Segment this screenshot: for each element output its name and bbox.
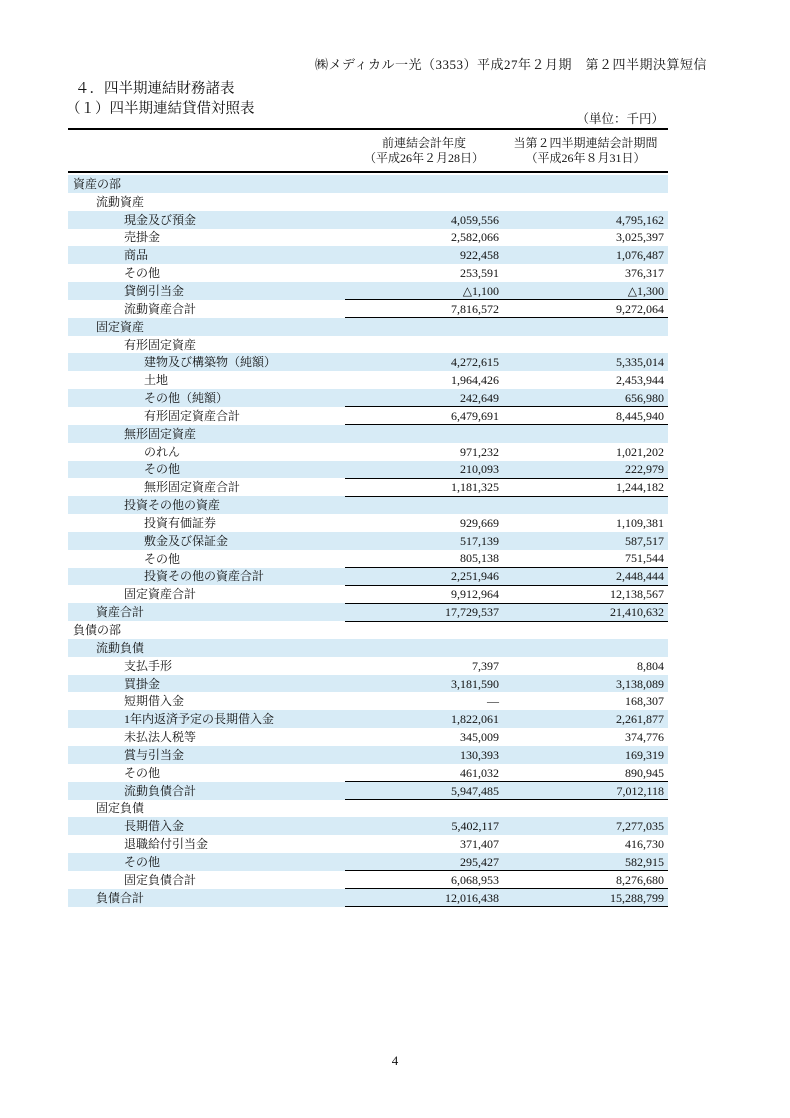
value-current-period <box>503 639 668 657</box>
table-row <box>68 800 668 818</box>
row-label: 現金及び預金 <box>124 212 197 227</box>
table-row <box>68 389 668 407</box>
row-label: その他 <box>144 551 181 566</box>
table-row <box>68 443 668 461</box>
row-label: のれん <box>144 444 181 459</box>
value-current-period <box>503 318 668 336</box>
value-current-period: 9,272,064 <box>503 300 668 318</box>
balance-sheet-body <box>68 175 668 907</box>
value-prev-period: 6,068,953 <box>345 871 503 889</box>
row-label: 固定負債合計 <box>124 872 197 887</box>
column-header-current-line1: 当第２四半期連結会計期間 <box>513 135 658 150</box>
value-prev-period: 2,251,946 <box>345 568 503 586</box>
value-prev-period: 805,138 <box>345 550 503 568</box>
table-row <box>68 336 668 354</box>
section-subtitle: （１）四半期連結貸借対照表 <box>66 101 255 117</box>
table-row <box>68 532 668 550</box>
table-row <box>68 461 668 479</box>
unit-label: （単位：千円） <box>576 112 664 126</box>
value-current-period: 168,307 <box>625 694 664 709</box>
row-label: 1年内返済予定の長期借入金 <box>124 712 275 727</box>
value-prev-period <box>345 318 503 336</box>
value-prev-period: 1,964,426 <box>451 373 499 388</box>
row-label: 流動資産 <box>96 194 145 209</box>
value-current-period: 21,410,632 <box>503 603 668 621</box>
balance-sheet-table <box>68 175 668 907</box>
row-label: その他 <box>124 266 161 281</box>
value-prev-period: 7,397 <box>472 658 499 673</box>
row-label: 資産合計 <box>96 605 145 620</box>
table-row <box>68 264 668 282</box>
table-row <box>68 675 668 693</box>
value-prev-period: 17,729,537 <box>345 603 503 621</box>
value-current-period: 8,804 <box>637 658 664 673</box>
row-label: 有形固定資産合計 <box>144 408 241 423</box>
row-label: 流動負債合計 <box>124 783 197 798</box>
table-row <box>68 603 668 621</box>
row-label: 土地 <box>144 373 169 388</box>
row-label: 流動資産合計 <box>124 301 197 316</box>
value-current-period: 7,277,035 <box>616 819 664 834</box>
table-row <box>68 817 668 835</box>
value-prev-period: 242,649 <box>345 389 503 407</box>
page-number: 4 <box>391 1053 399 1068</box>
column-header-row <box>68 128 668 173</box>
value-prev-period: 4,059,556 <box>451 212 499 227</box>
value-current-period: 1,109,381 <box>616 515 664 530</box>
row-label: 長期借入金 <box>124 819 185 834</box>
value-prev-period <box>345 175 503 193</box>
table-row <box>68 229 668 247</box>
document-header-title: ㈱メディカル一光（3353）平成27年２月期 第２四半期決算短信 <box>315 57 707 72</box>
value-current-period: 751,544 <box>503 550 668 568</box>
value-current-period <box>503 621 668 639</box>
row-label: 資産の部 <box>73 176 122 191</box>
value-prev-period <box>345 425 503 443</box>
row-label: 投資その他の資産 <box>124 498 221 513</box>
value-current-period: 1,076,487 <box>616 248 664 263</box>
row-label: 退職給付引当金 <box>124 837 209 852</box>
table-row <box>68 764 668 782</box>
value-prev-period: 6,479,691 <box>345 407 503 425</box>
row-label: 固定負債 <box>96 801 145 816</box>
row-label: 貸倒引当金 <box>124 283 185 298</box>
table-row <box>68 746 668 764</box>
table-row <box>68 728 668 746</box>
column-header-prev-period <box>345 136 503 166</box>
row-label: 投資有価証券 <box>144 515 217 530</box>
value-current-period: 376,317 <box>625 266 664 281</box>
value-current-period <box>503 425 668 443</box>
row-label: 商品 <box>124 248 149 263</box>
value-prev-period: 9,912,964 <box>345 585 503 603</box>
value-current-period <box>503 175 668 193</box>
row-label: 支払手形 <box>124 658 173 673</box>
row-label: 負債の部 <box>73 623 122 638</box>
value-current-period: 2,453,944 <box>616 373 664 388</box>
value-current-period: 12,138,567 <box>503 585 668 603</box>
table-row <box>68 692 668 710</box>
value-current-period <box>503 496 668 514</box>
value-prev-period: — <box>487 694 499 709</box>
value-current-period: 8,276,680 <box>503 871 668 889</box>
value-prev-period: 371,407 <box>460 837 499 852</box>
value-prev-period: △1,100 <box>345 282 503 300</box>
value-current-period <box>503 800 668 818</box>
table-row <box>68 853 668 871</box>
value-prev-period: 5,947,485 <box>345 782 503 800</box>
value-current-period: 416,730 <box>625 837 664 852</box>
value-current-period <box>503 336 668 354</box>
value-current-period: 587,517 <box>625 533 664 548</box>
table-row <box>68 782 668 800</box>
table-row <box>68 514 668 532</box>
table-row <box>68 246 668 264</box>
value-current-period: 169,319 <box>625 747 664 762</box>
row-label: 短期借入金 <box>124 694 185 709</box>
row-label: 賞与引当金 <box>124 747 185 762</box>
value-prev-period <box>345 621 503 639</box>
table-row <box>68 175 668 193</box>
value-prev-period: 922,458 <box>460 248 499 263</box>
value-current-period: 4,795,162 <box>616 212 664 227</box>
value-current-period: 5,335,014 <box>616 355 664 370</box>
row-label: その他 <box>144 462 181 477</box>
row-label: 無形固定資産 <box>124 426 197 441</box>
value-prev-period: 345,009 <box>460 730 499 745</box>
value-prev-period <box>345 800 503 818</box>
value-current-period: 7,012,118 <box>503 782 668 800</box>
table-row <box>68 496 668 514</box>
value-current-period: 1,021,202 <box>616 444 664 459</box>
value-current-period: 3,138,089 <box>616 676 664 691</box>
value-prev-period <box>345 639 503 657</box>
column-header-current-period <box>503 136 668 166</box>
value-prev-period: 971,232 <box>460 444 499 459</box>
value-prev-period: 253,591 <box>460 266 499 281</box>
table-row <box>68 585 668 603</box>
row-label: 買掛金 <box>124 676 161 691</box>
value-current-period: 582,915 <box>503 853 668 871</box>
balance-sheet <box>68 109 668 907</box>
value-prev-period: 295,427 <box>345 853 503 871</box>
value-prev-period: 4,272,615 <box>451 355 499 370</box>
value-prev-period: 1,181,325 <box>345 478 503 496</box>
table-row <box>68 657 668 675</box>
value-current-period: 2,261,877 <box>616 712 664 727</box>
value-prev-period: 461,032 <box>345 764 503 782</box>
row-label: その他（純額） <box>144 391 229 406</box>
row-label: 投資その他の資産合計 <box>144 569 265 584</box>
table-row <box>68 318 668 336</box>
value-prev-period <box>345 193 503 211</box>
value-current-period: 222,979 <box>503 461 668 479</box>
value-current-period: △1,300 <box>503 282 668 300</box>
table-row <box>68 407 668 425</box>
value-prev-period: 12,016,438 <box>345 889 503 907</box>
table-row <box>68 871 668 889</box>
value-current-period: 374,776 <box>625 730 664 745</box>
value-current-period: 15,288,799 <box>503 889 668 907</box>
table-row <box>68 371 668 389</box>
table-row <box>68 568 668 586</box>
value-prev-period <box>345 336 503 354</box>
value-prev-period: 3,181,590 <box>451 676 499 691</box>
value-current-period: 656,980 <box>503 389 668 407</box>
table-row <box>68 193 668 211</box>
value-current-period: 890,945 <box>503 764 668 782</box>
table-row <box>68 478 668 496</box>
column-header-current-line2: （平成26年８月31日） <box>525 150 646 165</box>
row-label: 敷金及び保証金 <box>144 533 229 548</box>
value-prev-period: 517,139 <box>460 533 499 548</box>
row-label: 売掛金 <box>124 230 161 245</box>
value-current-period: 3,025,397 <box>616 230 664 245</box>
table-row <box>68 550 668 568</box>
row-label: 有形固定資産 <box>124 337 197 352</box>
column-header-prev-line1: 前連結会計年度 <box>381 135 466 150</box>
table-row <box>68 835 668 853</box>
table-row <box>68 425 668 443</box>
row-label: 負債合計 <box>96 890 145 905</box>
value-prev-period: 929,669 <box>460 515 499 530</box>
row-label: その他 <box>124 765 161 780</box>
table-row <box>68 300 668 318</box>
row-label: 流動負債 <box>96 640 145 655</box>
value-prev-period: 5,402,117 <box>451 819 499 834</box>
value-current-period <box>503 193 668 211</box>
row-label: 固定資産合計 <box>124 587 197 602</box>
row-label: 未払法人税等 <box>124 730 197 745</box>
value-prev-period <box>345 496 503 514</box>
value-current-period: 2,448,444 <box>503 568 668 586</box>
table-row <box>68 282 668 300</box>
value-prev-period: 130,393 <box>460 747 499 762</box>
row-label: 固定資産 <box>96 319 145 334</box>
row-label: その他 <box>124 854 161 869</box>
value-current-period: 1,244,182 <box>503 478 668 496</box>
section-title: ４．四半期連結財務諸表 <box>75 81 235 97</box>
table-row <box>68 621 668 639</box>
table-row <box>68 889 668 907</box>
table-row <box>68 710 668 728</box>
row-label: 無形固定資産合計 <box>144 480 241 495</box>
row-label: 建物及び構築物（純額） <box>144 355 277 370</box>
value-prev-period: 2,582,066 <box>451 230 499 245</box>
table-row <box>68 639 668 657</box>
value-current-period: 8,445,940 <box>503 407 668 425</box>
value-prev-period: 1,822,061 <box>451 712 499 727</box>
column-header-prev-line2: （平成26年２月28日） <box>363 150 484 165</box>
table-row <box>68 353 668 371</box>
table-row <box>68 211 668 229</box>
value-prev-period: 210,093 <box>345 461 503 479</box>
value-prev-period: 7,816,572 <box>345 300 503 318</box>
